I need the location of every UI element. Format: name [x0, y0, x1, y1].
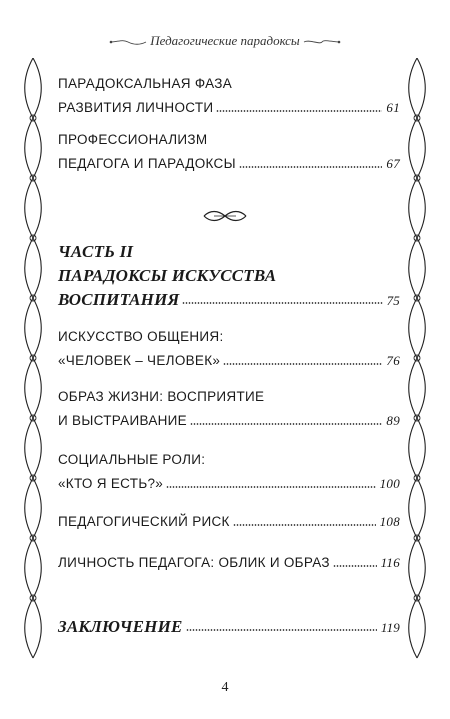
- toc-entry-line: ИСКУССТВО ОБЩЕНИЯ:: [58, 329, 224, 344]
- dot-leader: [190, 421, 382, 427]
- toc-conclusion: [58, 615, 400, 639]
- dot-leader: [166, 484, 376, 490]
- right-ornamental-border-icon: [400, 58, 434, 668]
- toc-entry-line: ПЕДАГОГА И ПАРАДОКСЫ: [58, 156, 236, 171]
- page-number: 4: [221, 680, 229, 695]
- toc-entry-line: ПАРАДОКСАЛЬНАЯ ФАЗА: [58, 76, 233, 91]
- toc-entry-last-line: [58, 349, 400, 373]
- toc-page-number: 75: [386, 293, 400, 308]
- toc-page-number: 61: [386, 100, 400, 115]
- toc-page-number: 116: [380, 555, 400, 570]
- toc-entry-line: И ВЫСТРАИВАНИЕ: [58, 413, 187, 428]
- left-ornamental-border-icon: [16, 58, 50, 668]
- toc-entry-last-line: [58, 472, 400, 496]
- toc-entry-last-line: [58, 409, 400, 433]
- part-heading-line: ЧАСТЬ II: [58, 242, 134, 261]
- toc-entry: [58, 510, 400, 534]
- toc-entry-line: «ЧЕЛОВЕК – ЧЕЛОВЕК»: [58, 353, 221, 368]
- conclusion-title: ЗАКЛЮЧЕНИЕ: [58, 617, 183, 636]
- toc-entry-line: «КТО Я ЕСТЬ?»: [58, 476, 164, 491]
- toc-entry-last-line: [58, 510, 400, 534]
- toc-page-number: 67: [386, 156, 400, 171]
- toc-part-heading: [58, 240, 400, 312]
- toc-entry-last-line: [58, 152, 400, 176]
- center-flourish-icon: [200, 206, 250, 226]
- running-header: [0, 30, 450, 54]
- dot-leader: [233, 522, 376, 528]
- part-heading-last-line: [58, 288, 400, 312]
- toc-entry: [58, 385, 400, 433]
- dot-leader: [186, 627, 377, 633]
- toc-entry: [58, 551, 400, 575]
- toc-entry-line: РАЗВИТИЯ ЛИЧНОСТИ: [58, 100, 214, 115]
- toc-entry-line: СОЦИАЛЬНЫЕ РОЛИ:: [58, 452, 206, 467]
- toc-entry: [58, 448, 400, 496]
- conclusion-line: [58, 615, 400, 639]
- toc-entry-last-line: [58, 551, 400, 575]
- part-heading-line: ПАРАДОКСЫ ИСКУССТВА: [58, 266, 277, 285]
- toc-entry-line: ПЕДАГОГИЧЕСКИЙ РИСК: [58, 514, 230, 529]
- toc-page-number: 89: [386, 413, 400, 428]
- toc-entry-line: ЛИЧНОСТЬ ПЕДАГОГА: ОБЛИК И ОБРАЗ: [58, 555, 330, 570]
- toc-entry-line: ПРОФЕССИОНАЛИЗМ: [58, 132, 208, 147]
- part-heading-line: ВОСПИТАНИЯ: [58, 290, 180, 309]
- toc-entry-last-line: [58, 96, 400, 120]
- toc-page-number: 108: [379, 514, 400, 529]
- toc-entry: [58, 128, 400, 176]
- dot-leader: [333, 563, 377, 569]
- header-title: Педагогические парадоксы: [150, 33, 300, 48]
- toc-entry: [58, 72, 400, 120]
- toc-entry: [58, 325, 400, 373]
- toc-entry-line: ОБРАЗ ЖИЗНИ: ВОСПРИЯТИЕ: [58, 389, 265, 404]
- dot-leader: [239, 164, 383, 170]
- toc-page-number: 76: [386, 353, 400, 368]
- dot-leader: [216, 108, 382, 114]
- header-flourish-right-icon: [302, 37, 342, 47]
- dot-leader: [223, 361, 382, 367]
- toc-page-number: 119: [380, 620, 400, 635]
- toc-page-number: 100: [379, 476, 400, 491]
- dot-leader: [182, 300, 382, 306]
